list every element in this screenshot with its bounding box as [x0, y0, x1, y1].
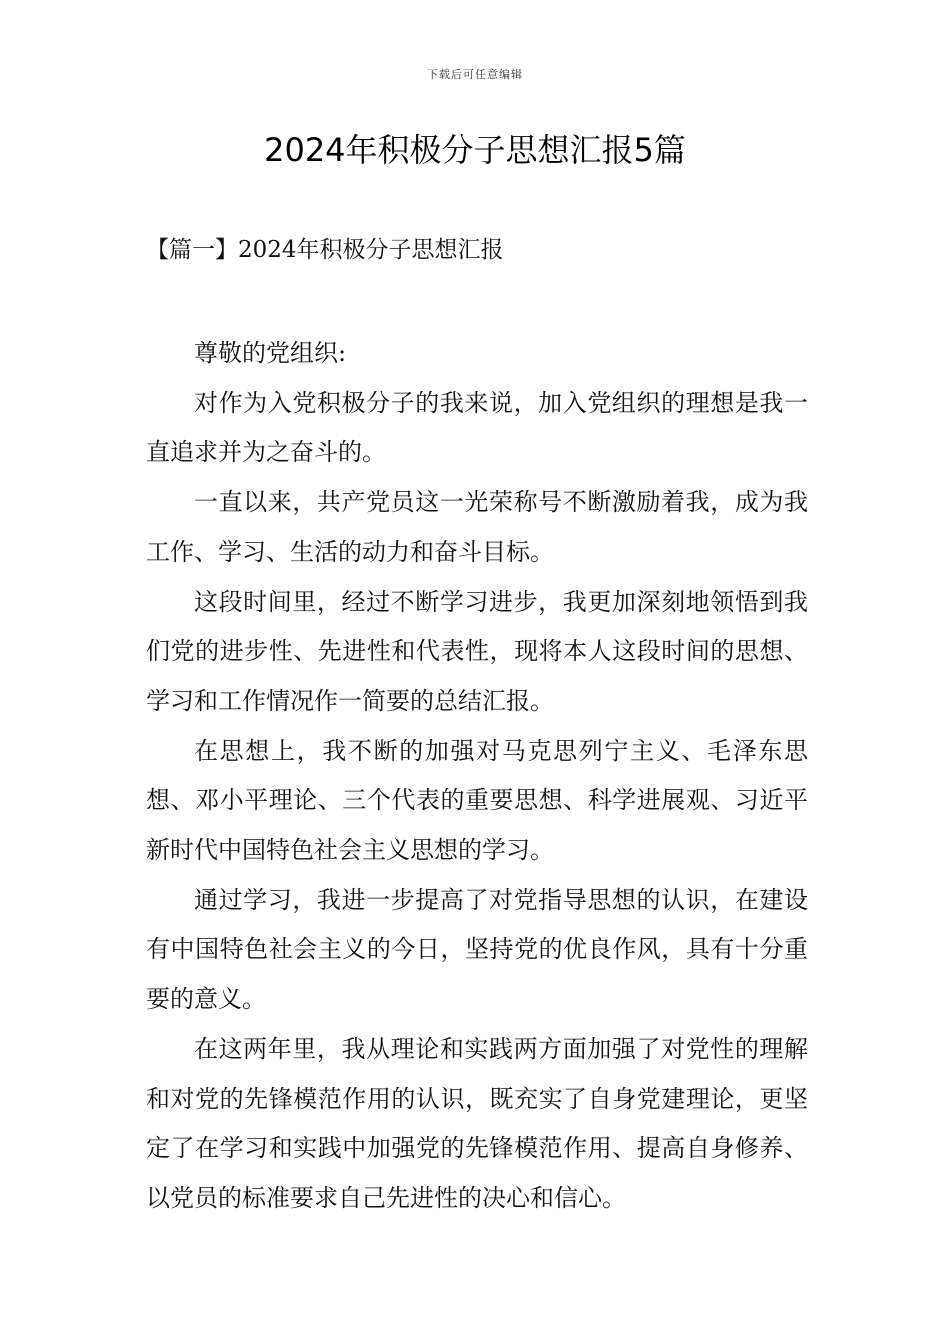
document-body — [146, 329, 808, 1224]
header-note: 下载后可任意编辑 — [427, 68, 523, 81]
salutation: 尊敬的党组织: — [194, 339, 347, 367]
paragraph: 一直以来，共产党员这一光荣称号不断激励着我，成为我工作、学习、生活的动力和奋斗目标。 — [146, 488, 808, 566]
paragraph: 通过学习，我进一步提高了对党指导思想的认识，在建设有中国特色社会主义的今日，坚持党的优良作风，具有十分重要的意义。 — [146, 885, 808, 1014]
paragraph: 对作为入党积极分子的我来说，加入党组织的理想是我一直追求并为之奋斗的。 — [146, 388, 808, 467]
paragraph: 在思想上，我不断的加强对马克思列宁主义、毛泽东思想、邓小平理论、三个代表的重要思想、科学进展观、习近平新时代中国特色社会主义思想的学习。 — [146, 736, 808, 865]
section-heading: 【篇一】2024年积极分子思想汇报 — [146, 237, 504, 263]
document-title: 2024年积极分子思想汇报5篇 — [264, 131, 686, 169]
paragraph: 这段时间里，经过不断学习进步，我更加深刻地领悟到我们党的进步性、先进性和代表性，现将本人这段时间的思想、学习和工作情况作一简要的总结汇报。 — [146, 587, 808, 715]
paragraph: 在这两年里，我从理论和实践两方面加强了对党性的理解和对党的先锋模范作用的认识，既充实了自身党建理论，更坚定了在学习和实践中加强党的先锋模范作用、提高自身修养、以党员的标准要求自己先进性的决心和信心。 — [146, 1034, 808, 1212]
